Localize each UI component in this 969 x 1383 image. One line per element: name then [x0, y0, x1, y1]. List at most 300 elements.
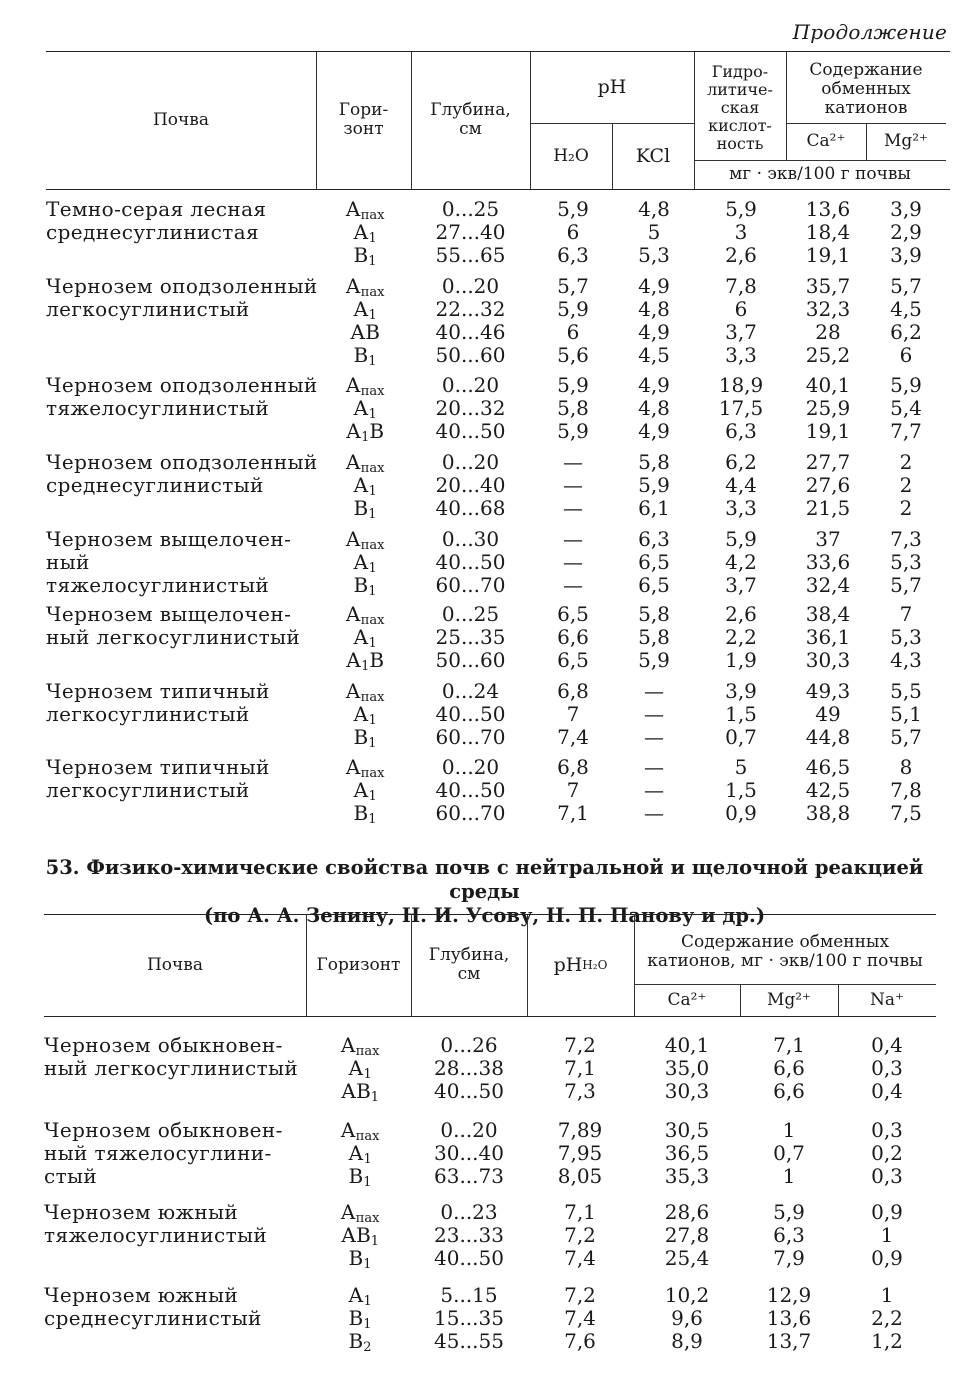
ca-cell: 40,1: [664, 1033, 710, 1057]
ph-h2o-column: [534, 451, 612, 520]
horizon-letter: А: [340, 1118, 356, 1142]
t2-header-mg: Mg²⁺: [766, 989, 812, 1010]
hydrolytic-column: [696, 528, 786, 597]
horizon-cell: [346, 756, 385, 779]
ph-cell: 7,95: [557, 1141, 603, 1165]
ph-cell: 8,05: [557, 1164, 603, 1188]
ph-kcl-column: [614, 603, 694, 672]
t1-header-hydrolytic: Гидро- литиче- ская кислот- ность: [707, 61, 773, 153]
horizon-letter: АВ: [340, 1079, 371, 1103]
ca-column: [636, 1201, 738, 1270]
ph-h2o-column: [534, 528, 612, 597]
ca-cell: 9,6: [671, 1306, 703, 1330]
soil-name: Чернозем южный тяжелосуглинистый: [44, 1200, 268, 1247]
ca-cell: 38,4: [805, 602, 851, 626]
ca-cell: 19,1: [805, 243, 851, 267]
horizon-letter: В: [348, 1164, 364, 1188]
mg-cell: 8: [899, 755, 913, 779]
ca-column: [790, 275, 866, 367]
na-column: [840, 1284, 934, 1353]
ca-cell: 27,8: [664, 1223, 710, 1247]
t1-header-soil: Почва: [152, 109, 209, 130]
ph-h2o-column: [534, 374, 612, 443]
hydrolytic-cell: 3: [734, 220, 748, 244]
horizon-index: пах: [360, 384, 385, 399]
ph-kcl-cell: 6,5: [638, 550, 670, 574]
mg-cell: 6,6: [773, 1079, 805, 1103]
depth-column: [413, 603, 528, 672]
mg-cell: 5,4: [890, 396, 922, 420]
soil-name: Чернозем обыкновен- ный тяжелосуглини- стый: [44, 1118, 283, 1188]
horizon-index: 1: [368, 713, 377, 728]
ph-h2o-cell: 6,5: [557, 602, 589, 626]
ph-h2o-cell: 6: [566, 320, 580, 344]
horizon-letter: А: [345, 527, 361, 551]
ph-column: [530, 1201, 630, 1270]
ca-cell: 25,2: [805, 343, 851, 367]
hydrolytic-cell: 0,9: [725, 801, 757, 825]
hydrolytic-cell: 3,7: [725, 573, 757, 597]
ca-cell: 49: [815, 702, 841, 726]
ph-h2o-cell: 6,8: [557, 679, 589, 703]
ph-kcl-column: [614, 680, 694, 749]
ph-h2o-cell: 6,5: [557, 648, 589, 672]
horizon-cell: [353, 626, 376, 649]
depth-cell: 0...25: [441, 197, 500, 221]
horizon-column: [320, 198, 410, 267]
mg-cell: 0,7: [773, 1141, 805, 1165]
mg-cell: 13,6: [766, 1306, 812, 1330]
horizon-index: 1: [368, 254, 377, 269]
mg-cell: 5,3: [890, 625, 922, 649]
hydrolytic-cell: 2,6: [725, 243, 757, 267]
horizon-index: пах: [360, 285, 385, 300]
ca-cell: 25,9: [805, 396, 851, 420]
horizon-letter: А: [353, 550, 369, 574]
horizon-letter: А: [345, 679, 361, 703]
ph-h2o-cell: 7,1: [557, 801, 589, 825]
depth-cell: 28...38: [434, 1056, 504, 1080]
horizon-index: 1: [370, 1234, 380, 1249]
horizon-letter: А: [348, 1283, 364, 1307]
na-cell: 1: [880, 1283, 894, 1307]
horizon-index: 1: [368, 354, 377, 369]
ph-column: [530, 1119, 630, 1188]
ca-cell: 28: [815, 320, 841, 344]
mg-column: [866, 451, 946, 520]
horizon-cell: [346, 680, 385, 703]
horizon-index: 1: [368, 636, 377, 651]
ph-kcl-cell: 4,8: [638, 297, 670, 321]
horizon-index: 1: [368, 584, 377, 599]
na-cell: 0,9: [871, 1200, 903, 1224]
depth-cell: 5...15: [440, 1283, 498, 1307]
hydrolytic-cell: 6,2: [725, 450, 757, 474]
ph-kcl-cell: 4,8: [638, 396, 670, 420]
horizon-letter: А: [345, 602, 361, 626]
ph-h2o-cell: —: [563, 573, 583, 597]
ca-cell: 32,3: [805, 297, 851, 321]
mg-cell: 13,7: [766, 1329, 812, 1353]
na-cell: 2,2: [871, 1306, 903, 1330]
ph-h2o-cell: 5,9: [557, 197, 589, 221]
ph-kcl-cell: 4,9: [638, 274, 670, 298]
horizon-index: 1: [363, 1152, 372, 1167]
hydrolytic-cell: 2,2: [725, 625, 757, 649]
horizon-letter: А: [353, 778, 369, 802]
ph-cell: 7,2: [564, 1283, 596, 1307]
horizon-cell: [354, 244, 377, 267]
t1-header-exchangeable: Содержание обменных катионов: [809, 59, 923, 118]
mg-cell: 5,9: [773, 1200, 805, 1224]
depth-cell: 0...20: [440, 1118, 498, 1142]
horizon-cell: [348, 1284, 371, 1307]
ph-h2o-cell: —: [563, 496, 583, 520]
ph-h2o-cell: 6: [566, 220, 580, 244]
ca-column: [636, 1034, 738, 1103]
horizon-index: 1: [368, 407, 377, 422]
continuation-label: Продолжение: [792, 20, 947, 44]
t1-header-ph-h2o: H₂O: [553, 145, 589, 166]
ca-cell: 35,3: [664, 1164, 710, 1188]
soil-name: Чернозем оподзоленный тяжелосуглинистый: [46, 373, 318, 420]
horizon-index: 1: [368, 308, 377, 323]
ph-h2o-cell: —: [563, 527, 583, 551]
depth-column: [414, 1119, 524, 1188]
t2-header-ph-main: pH: [553, 953, 583, 976]
depth-cell: 50...60: [435, 648, 506, 672]
soil-name: Чернозем оподзоленный легкосуглинистый: [46, 274, 318, 321]
ph-h2o-cell: —: [563, 473, 583, 497]
horizon-cell: [341, 1034, 380, 1057]
hydrolytic-cell: 6,3: [725, 419, 757, 443]
mg-cell: 7,9: [773, 1246, 805, 1270]
mg-cell: 5,3: [890, 550, 922, 574]
ca-column: [790, 756, 866, 825]
mg-cell: 5,1: [890, 702, 922, 726]
na-cell: 1: [880, 1223, 894, 1247]
ph-kcl-column: [614, 275, 694, 367]
ca-cell: 28,6: [664, 1200, 710, 1224]
depth-column: [413, 680, 528, 749]
hydrolytic-column: [696, 275, 786, 367]
depth-column: [413, 275, 528, 367]
horizon-letter: А: [353, 473, 369, 497]
ca-cell: 8,9: [671, 1329, 703, 1353]
depth-cell: 40...50: [435, 550, 506, 574]
na-cell: 0,9: [871, 1246, 903, 1270]
depth-column: [414, 1201, 524, 1270]
horizon-column: [312, 1284, 408, 1353]
ph-h2o-column: [534, 756, 612, 825]
horizon-index: 2: [363, 1340, 372, 1355]
horizon-cell: [349, 1330, 372, 1353]
depth-column: [413, 374, 528, 443]
ca-cell: 42,5: [805, 778, 851, 802]
mg-cell: 2: [899, 496, 913, 520]
horizon-column: [320, 275, 410, 367]
hydrolytic-cell: 18,9: [718, 373, 764, 397]
horizon-cell: [346, 198, 385, 221]
ph-cell: 7,4: [564, 1306, 596, 1330]
ph-kcl-cell: 4,5: [638, 343, 670, 367]
hydrolytic-column: [696, 374, 786, 443]
ph-cell: 7,89: [557, 1118, 603, 1142]
t1-header-horizon: Гори- зонт: [338, 100, 389, 139]
ca-column: [790, 528, 866, 597]
depth-cell: 20...32: [435, 396, 506, 420]
mg-column: [866, 198, 946, 267]
horizon-letter: А: [340, 1200, 356, 1224]
na-cell: 0,4: [871, 1033, 903, 1057]
hydrolytic-cell: 17,5: [718, 396, 764, 420]
mg-column: [866, 528, 946, 597]
horizon-letter: А: [353, 396, 369, 420]
ph-h2o-cell: 5,9: [557, 419, 589, 443]
ph-h2o-cell: 7: [566, 778, 580, 802]
ph-kcl-cell: 4,9: [638, 320, 670, 344]
t2-header-depth: Глубина, см: [428, 945, 510, 984]
horizon-cell: [346, 528, 385, 551]
horizon-letter: А: [348, 1056, 364, 1080]
ca-column: [790, 603, 866, 672]
mg-cell: 5,5: [890, 679, 922, 703]
t2-header-na: Na⁺: [870, 989, 904, 1010]
mg-column: [866, 374, 946, 443]
hydrolytic-column: [696, 198, 786, 267]
hydrolytic-cell: 2,6: [725, 602, 757, 626]
ph-cell: 7,2: [564, 1223, 596, 1247]
horizon-letter: А: [345, 373, 361, 397]
horizon-index: 1: [363, 1067, 372, 1082]
horizon-letter: А: [345, 419, 362, 443]
ph-kcl-column: [614, 451, 694, 520]
ph-kcl-cell: 5,8: [638, 602, 670, 626]
ca-cell: 10,2: [664, 1283, 710, 1307]
horizon-index: 1: [368, 789, 377, 804]
ca-cell: 36,5: [664, 1141, 710, 1165]
na-cell: 0,3: [871, 1164, 903, 1188]
ph-h2o-cell: —: [563, 550, 583, 574]
soil-name: Чернозем оподзоленный среднесуглинистый: [46, 450, 318, 497]
depth-cell: 50...60: [435, 343, 506, 367]
hydrolytic-cell: 3,3: [725, 496, 757, 520]
ph-kcl-cell: —: [644, 725, 664, 749]
t1-header-ph: pH: [597, 75, 627, 98]
ph-kcl-cell: 5,9: [638, 648, 670, 672]
horizon-index: 1: [363, 1257, 372, 1272]
horizon-letter: А: [353, 702, 369, 726]
mg-column: [866, 603, 946, 672]
ca-column: [636, 1284, 738, 1353]
mg-column: [866, 756, 946, 825]
soil-name: Чернозем типичный легкосуглинистый: [46, 755, 270, 802]
depth-cell: 40...46: [435, 320, 506, 344]
ph-kcl-cell: 4,8: [638, 197, 670, 221]
na-cell: 0,4: [871, 1079, 903, 1103]
horizon-letter: А: [345, 648, 362, 672]
horizon-column: [320, 374, 410, 443]
horizon-cell: [353, 298, 376, 321]
horizon-letter: В: [353, 725, 369, 749]
horizon-letter: А: [345, 755, 361, 779]
horizon-letter: А: [340, 1033, 356, 1057]
hydrolytic-cell: 3,9: [725, 679, 757, 703]
ca-cell: 36,1: [805, 625, 851, 649]
ph-column: [530, 1034, 630, 1103]
horizon-index: 1: [368, 507, 377, 522]
mg-cell: 7: [899, 602, 913, 626]
hydrolytic-cell: 3,3: [725, 343, 757, 367]
depth-cell: 0...20: [441, 450, 500, 474]
horizon-cell: [354, 802, 377, 825]
horizon-cell: [346, 451, 385, 474]
soil-name: Чернозем обыкновен- ный легкосуглинистый: [44, 1033, 299, 1080]
soil-name: Темно-серая лесная среднесуглинистая: [46, 197, 267, 244]
horizon-cell: [349, 1307, 372, 1330]
ph-kcl-column: [614, 374, 694, 443]
horizon-cell: [348, 1057, 371, 1080]
ph-kcl-cell: 5: [647, 220, 661, 244]
depth-cell: 0...20: [441, 755, 500, 779]
ca-cell: 46,5: [805, 755, 851, 779]
depth-cell: 60...70: [435, 725, 506, 749]
ph-kcl-column: [614, 756, 694, 825]
mg-cell: 2: [899, 450, 913, 474]
soil-name: Чернозем южный среднесуглинистый: [44, 1283, 262, 1330]
ca-cell: 37: [815, 527, 841, 551]
horizon-index: пах: [355, 1044, 380, 1059]
horizon-cell: [349, 1247, 372, 1270]
depth-column: [414, 1034, 524, 1103]
ca-cell: 49,3: [805, 679, 851, 703]
horizon-cell: [346, 649, 384, 672]
ph-kcl-cell: —: [644, 679, 664, 703]
horizon-index: 1: [370, 1090, 380, 1105]
depth-cell: 0...26: [440, 1033, 498, 1057]
horizon-column: [312, 1119, 408, 1188]
ph-h2o-cell: 6,6: [557, 625, 589, 649]
ph-h2o-cell: 5,7: [557, 274, 589, 298]
horizon-index: 1: [368, 561, 377, 576]
ph-h2o-cell: 6,3: [557, 243, 589, 267]
depth-cell: 60...70: [435, 573, 506, 597]
soil-name: Чернозем выщелочен- ный легкосуглинистый: [46, 602, 301, 649]
ph-cell: 7,6: [564, 1329, 596, 1353]
depth-cell: 55...65: [435, 243, 506, 267]
mg-column: [742, 1034, 836, 1103]
t2-header-ph: pH H₂O: [553, 953, 608, 976]
soil-name: Чернозем выщелочен- ный тяжелосуглинистый: [46, 527, 292, 597]
mg-cell: 4,3: [890, 648, 922, 672]
horizon-letter: В: [348, 1306, 364, 1330]
horizon-letter: А: [353, 625, 369, 649]
t1-header-depth: Глубина, см: [430, 100, 511, 139]
ph-kcl-column: [614, 528, 694, 597]
ca-cell: 25,4: [664, 1246, 710, 1270]
t2-header-soil: Почва: [146, 954, 203, 975]
na-cell: 1,2: [871, 1329, 903, 1353]
hydrolytic-column: [696, 756, 786, 825]
horizon-cell: [354, 497, 377, 520]
ph-cell: 7,1: [564, 1056, 596, 1080]
horizon-cell: [341, 1080, 379, 1103]
hydrolytic-cell: 1,5: [725, 778, 757, 802]
table1-bottom-rule: [46, 189, 950, 190]
na-cell: 0,3: [871, 1118, 903, 1142]
horizon-letter: В: [353, 343, 369, 367]
mg-cell: 12,9: [766, 1283, 812, 1307]
hydrolytic-cell: 1,9: [725, 648, 757, 672]
hydrolytic-cell: 4,4: [725, 473, 757, 497]
mg-cell: 5,7: [890, 573, 922, 597]
horizon-letter: В: [353, 573, 369, 597]
depth-cell: 15...35: [434, 1306, 504, 1330]
mg-cell: 5,9: [890, 373, 922, 397]
horizon-letter: В: [348, 1246, 364, 1270]
depth-cell: 40...68: [435, 496, 506, 520]
t1-header-units: мг · экв/100 г почвы: [729, 164, 911, 184]
mg-cell: 7,1: [773, 1033, 805, 1057]
depth-cell: 0...23: [440, 1200, 498, 1224]
ph-kcl-cell: —: [644, 801, 664, 825]
ca-cell: 38,8: [805, 801, 851, 825]
na-column: [840, 1119, 934, 1188]
horizon-column: [320, 756, 410, 825]
horizon-index: пах: [355, 1129, 380, 1144]
ca-cell: 35,7: [805, 274, 851, 298]
horizon-cell: [354, 726, 377, 749]
depth-cell: 40...50: [435, 702, 506, 726]
horizon-column: [320, 680, 410, 749]
mg-cell: 2: [899, 473, 913, 497]
horizon-cell: [353, 474, 376, 497]
horizon-column: [320, 451, 410, 520]
horizon-column: [312, 1034, 408, 1103]
mg-cell: 6,6: [773, 1056, 805, 1080]
horizon-cell: [346, 275, 385, 298]
ca-cell: 21,5: [805, 496, 851, 520]
horizon-letter: В: [348, 1329, 364, 1353]
horizon-letter: АВ: [350, 320, 380, 344]
horizon-suffix: В: [369, 648, 385, 672]
mg-cell: 7,7: [890, 419, 922, 443]
depth-cell: 40...50: [435, 778, 506, 802]
ca-column: [790, 374, 866, 443]
ca-cell: 18,4: [805, 220, 851, 244]
ph-cell: 7,1: [564, 1200, 596, 1224]
depth-cell: 20...40: [435, 473, 506, 497]
depth-cell: 45...55: [434, 1329, 504, 1353]
horizon-cell: [341, 1119, 380, 1142]
mg-cell: 6: [899, 343, 913, 367]
horizon-cell: [341, 1224, 379, 1247]
hydrolytic-cell: 3,7: [725, 320, 757, 344]
hydrolytic-cell: 5,9: [725, 527, 757, 551]
ph-kcl-cell: —: [644, 702, 664, 726]
depth-cell: 25...35: [435, 625, 506, 649]
horizon-letter: В: [353, 243, 369, 267]
mg-cell: 6,3: [773, 1223, 805, 1247]
ca-cell: 35,0: [664, 1056, 710, 1080]
na-column: [840, 1034, 934, 1103]
depth-cell: 60...70: [435, 801, 506, 825]
horizon-index: 1: [368, 231, 377, 246]
horizon-column: [320, 603, 410, 672]
na-cell: 0,2: [871, 1141, 903, 1165]
horizon-index: 1: [368, 812, 377, 827]
horizon-letter: А: [345, 197, 361, 221]
